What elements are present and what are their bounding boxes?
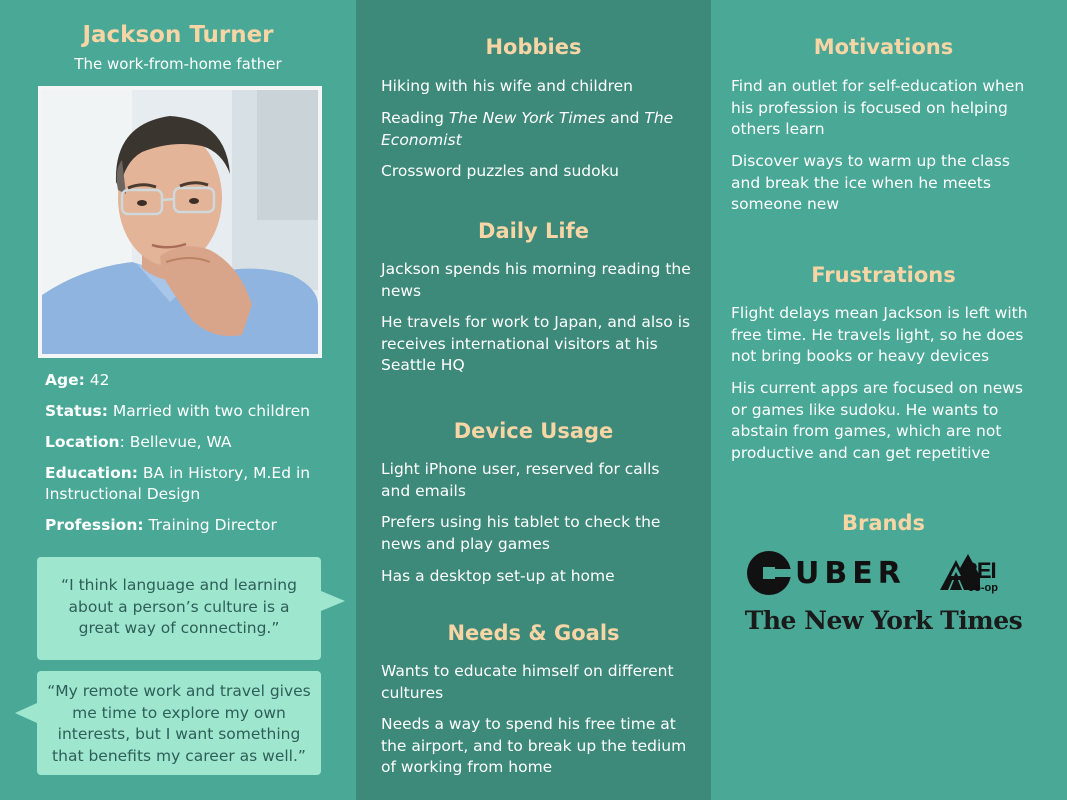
rei-wordmark: REI [962,558,996,583]
fact-status: Status: Married with two children [45,402,310,420]
quote-text: “My remote work and travel gives me time to explore my own interests, but I want something that benefits my career as well.” [47,682,311,765]
uber-wordmark: UBER [795,556,906,591]
rei-logo [940,550,1016,598]
quote-bubble-culture [37,557,321,660]
hobby-item: Crossword puzzles and sudoku [381,162,619,180]
quote-bubble-remote-work [37,671,321,775]
daily-life-heading: Daily Life [478,219,589,243]
motivations-heading: Motivations [813,35,954,59]
device-usage-item: Has a desktop set-up at home [381,567,615,585]
daily-life-item: Jackson spends his morning reading the news [381,260,691,300]
fact-education: Education: BA in History, M.Ed in Instructional Design [45,464,311,503]
hobbies-heading: Hobbies [485,35,582,59]
nyt-logo: The New York Times [744,606,1023,635]
publication-title: The New York Times [448,109,606,127]
needs-goals-item: Needs a way to spend his free time at the airport, and to break up the tedium of working from home [381,715,687,776]
bubble-tail [321,591,345,611]
brands-heading: Brands [841,511,925,535]
motivation-item: Discover ways to warm up the class and break the ice when he meets someone new [731,152,1010,213]
motivation-item: Find an outlet for self-education when his profession is focused on helping others learn [731,77,1025,138]
man-portrait-image [42,90,318,354]
hobby-item-reading: Reading The New York Times and The Economist [381,109,674,149]
frustrations-heading: Frustrations [811,263,956,287]
persona-name: Jackson Turner [82,22,274,48]
needs-goals-item: Wants to educate himself on different cultures [381,662,674,702]
frustration-item: His current apps are focused on news or games like sudoku. He wants to abstain from games, which are not productive and can get repetitive [731,379,1023,462]
persona-tagline: The work-from-home father [74,55,282,73]
fact-age: Age: 42 [45,371,110,389]
quote-text: “I think language and learning about a person’s culture is a great way of connecting.” [61,576,297,637]
bubble-tail [15,703,37,723]
persona-facts [45,370,340,546]
fact-profession: Profession: Training Director [45,516,277,534]
device-usage-item: Light iPhone user, reserved for calls and emails [381,460,660,500]
daily-life-item: He travels for work to Japan, and also is receives international visitors at his Seattle HQ [381,313,691,374]
hobby-item: Hiking with his wife and children [381,77,633,95]
rei-coop-label: co-op [968,582,998,594]
persona-photo [38,86,322,358]
uber-mark-icon [747,551,791,595]
device-usage-heading: Device Usage [453,419,614,443]
fact-location: Location: Bellevue, WA [45,433,232,451]
device-usage-item: Prefers using his tablet to check the news and play games [381,513,661,553]
publication-title: The Economist [381,109,674,149]
needs-goals-heading: Needs & Goals [447,621,620,645]
frustration-item: Flight delays mean Jackson is left with free time. He travels light, so he does not bring books or heavy devices [731,304,1028,365]
